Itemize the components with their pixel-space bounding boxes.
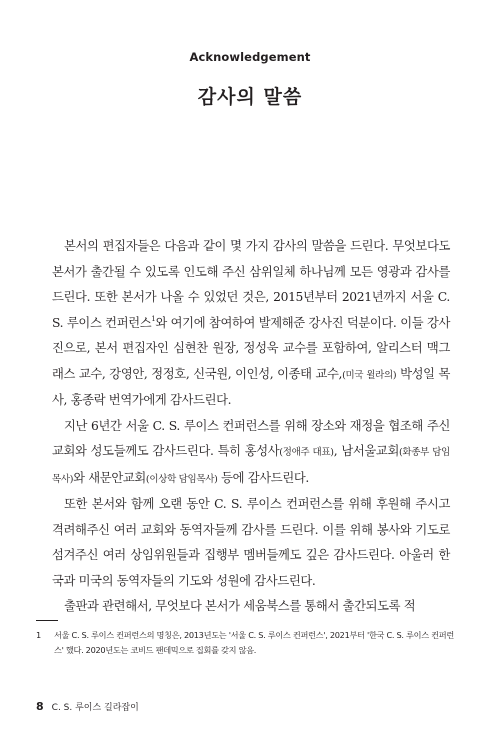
paragraph-4: 출판과 관련해서, 무엇보다 본서가 세움북스를 통해서 출간되도록 적 — [64, 599, 416, 613]
footnote-number: 1 — [36, 630, 41, 640]
page-title: 감사의 말씀 — [197, 86, 303, 108]
footnote-ref: 1 — [151, 314, 156, 323]
paragraph-1-small-note: (미국 윌라의) — [342, 369, 397, 381]
paragraph-2-text-a: 지난 6년간 서울 C. S. 루이스 컨퍼런스를 위해 장소와 재정을 협조해 주신 교회와 성도들께도 감사드린다. 특히 홍성사 — [52, 418, 450, 458]
paragraph-2 — [52, 414, 450, 493]
footnote — [36, 628, 456, 658]
paragraph-1 — [52, 234, 450, 414]
section-kicker: Acknowledgement — [189, 50, 311, 64]
page-folio — [36, 700, 139, 713]
paragraph-2-text-b: , 남서울교회 — [333, 444, 399, 458]
footnote-text: 서울 C. S. 루이스 컨퍼런스의 명칭은, 2013년도는 '서울 C. S. 루이스 컨퍼런스', 2021부터 '한국 C. S. 루이스 컨퍼런스' 했다. 2020년도는 코비드 팬데믹으로 집회를 갖지 않음. — [54, 630, 454, 655]
body-text — [52, 234, 450, 620]
paragraph-2-small-note-1: (정애주 대표) — [279, 447, 334, 458]
paragraph-2-small-note-2: (화종부 담임목사) — [52, 447, 450, 485]
paragraph-2-text-c: 와 새문안교회 — [73, 470, 146, 485]
paragraph-3: 또한 본서와 함께 오랜 동안 C. S. 루이스 컨퍼런스를 위해 후원해 주시고 격려해주신 여러 교회와 동역자들께 감사를 드린다. 이를 위해 봉사와 기도로 섬겨주신 여러 상임위원들과 집행부 멤버들께도 깊은 감사드린다. 아울러 한국과 미국의 동역자들의 기도와 성원에 감사드린다. — [52, 497, 450, 588]
paragraph-2-text-d: 등에 감사드린다. — [217, 470, 309, 485]
paragraph-2-small-note-3: (이상학 담임목사) — [145, 473, 218, 485]
paragraph-1-text-a: 본서의 편집자들은 다음과 같이 몇 가지 감사의 말씀을 드린다. 무엇보다도 본서가 출간될 수 있도록 인도해 주신 삼위일체 하나님께 모든 영광과 감사를 드린다. 또한 본서가 나올 수 있었던 것은, 2015년부터 2021년까지 서울 C. S. 루이스 컨퍼런스 — [52, 239, 450, 330]
page-number: 8 — [36, 700, 44, 713]
paragraph-1-text-b: 와 여기에 참여하여 발제해준 강사진 덕분이다. 이들 강사진으로, 본서 편집자인 심현찬 원장, 정성욱 교수를 포함하여, 알리스터 맥그래스 교수, 강영안, 정정호, 신국원, 이인성, 이종태 교수, — [52, 315, 450, 381]
running-title: C. S. 루이스 길라잡이 — [51, 703, 139, 713]
paragraph-1-text-c: 박성일 목사, 홍종락 번역가에게 감사드린다. — [52, 366, 451, 407]
footnote-rule — [36, 620, 58, 621]
